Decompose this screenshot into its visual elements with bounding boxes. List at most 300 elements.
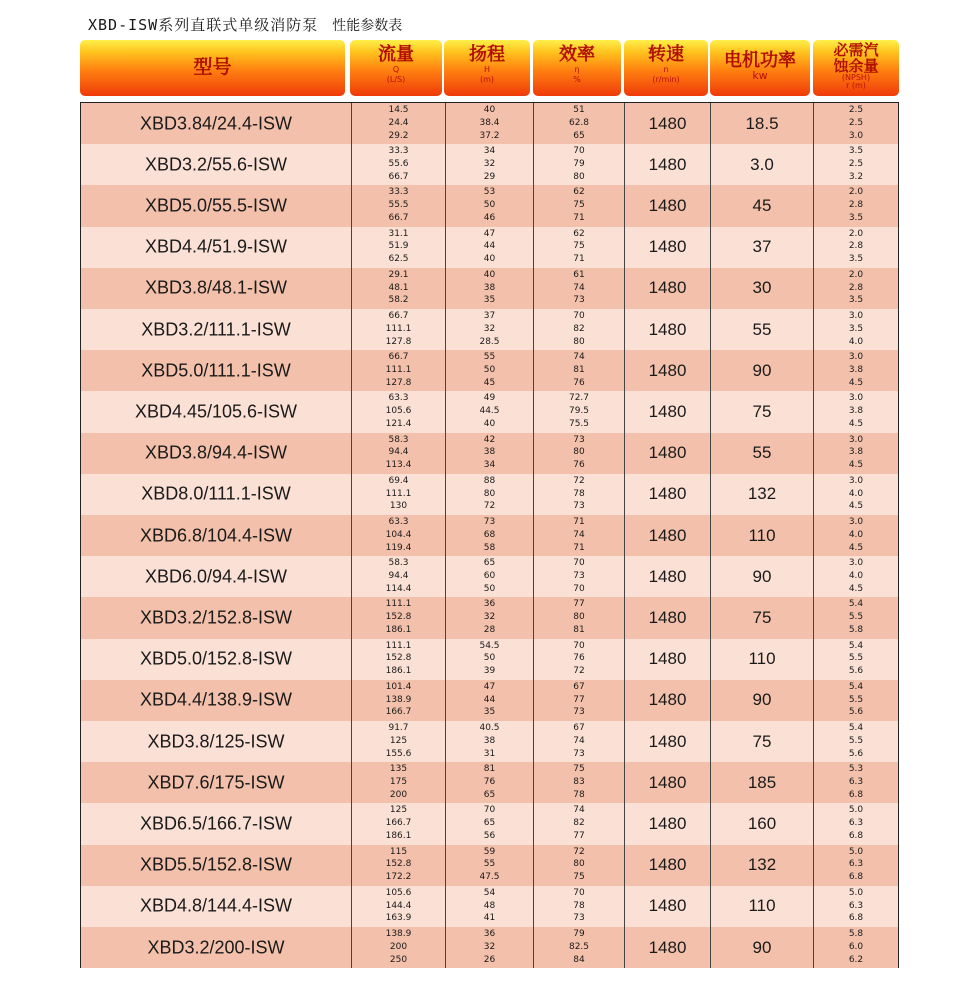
table-row	[81, 803, 898, 845]
header-flow-unit2: (L/S)	[386, 75, 406, 84]
cell-npsh-value: 3.8	[848, 447, 864, 458]
cell-eff-value: 76	[573, 377, 585, 388]
cell-flow-value: 69.4	[388, 475, 409, 486]
cell-head-value: 68	[483, 529, 496, 540]
cell-model-value: XBD5.0/152.8-ISW	[139, 648, 293, 669]
cell-eff-value: 67	[573, 681, 585, 692]
header-speed-unit1: n	[663, 65, 669, 74]
header-eff-unit1: η	[574, 65, 580, 74]
cell-eff-value: 71	[573, 254, 585, 265]
cell-eff-value: 67	[573, 723, 585, 733]
cell-flow-value: 121.4	[385, 418, 412, 429]
cell-flow	[351, 309, 445, 350]
cell-flow	[351, 639, 445, 680]
cell-flow-value: 200	[389, 941, 408, 952]
cell-eff	[533, 515, 624, 556]
cell-power-value: 75	[752, 607, 772, 627]
cell-head	[445, 639, 533, 680]
cell-speed	[624, 556, 710, 597]
table-row	[81, 597, 898, 639]
cell-head-value: 80	[483, 488, 496, 499]
cell-head-value: 37.2	[479, 130, 500, 141]
cell-npsh-value: 6.3	[848, 776, 864, 787]
cell-eff-value: 79.5	[568, 406, 590, 417]
cell-speed-value: 1480	[648, 154, 687, 174]
cell-eff	[533, 639, 624, 680]
cell-eff-value: 71	[573, 517, 585, 527]
cell-speed-value: 1480	[648, 566, 687, 586]
table-row	[81, 515, 898, 557]
cell-head	[445, 185, 533, 226]
cell-speed	[624, 185, 710, 226]
cell-flow	[351, 227, 445, 268]
cell-power-value: 185	[747, 772, 777, 792]
cell-npsh-value: 2.8	[848, 200, 864, 211]
header-speed-label: 转速	[648, 44, 684, 65]
cell-power	[710, 474, 813, 515]
cell-eff	[533, 474, 624, 515]
cell-npsh-value: 4.5	[848, 418, 864, 429]
cell-flow	[351, 845, 445, 886]
cell-npsh	[813, 886, 898, 927]
cell-head	[445, 680, 533, 721]
cell-head-value: 28	[483, 624, 496, 635]
cell-speed	[624, 433, 710, 474]
cell-speed	[624, 927, 710, 968]
title-main: XBD-ISW系列直联式单级消防泵	[88, 16, 319, 34]
cell-head-value: 65	[483, 789, 496, 800]
cell-head-value: 50	[483, 364, 496, 375]
cell-head-value: 42	[483, 434, 496, 445]
table-row	[81, 391, 898, 433]
cell-flow-value: 66.7	[388, 311, 409, 321]
cell-npsh-value: 5.3	[848, 764, 864, 775]
cell-head-value: 55	[483, 352, 496, 363]
cell-head-value: 38.4	[479, 117, 500, 128]
cell-model-value: XBD3.2/200-ISW	[147, 937, 285, 958]
cell-eff-value: 77	[573, 830, 585, 841]
cell-head-value: 29	[483, 171, 496, 182]
cell-npsh-value: 2.5	[848, 117, 864, 128]
cell-power-value: 55	[752, 319, 772, 339]
table-row	[81, 680, 898, 722]
cell-npsh	[813, 433, 898, 474]
cell-npsh-value: 2.5	[848, 158, 864, 169]
cell-speed-value: 1480	[648, 401, 687, 421]
cell-flow-value: 113.4	[385, 460, 412, 471]
cell-model-value: XBD4.4/51.9-ISW	[144, 236, 288, 257]
cell-flow-value: 55.6	[388, 158, 409, 169]
cell-head	[445, 433, 533, 474]
cell-speed-value: 1480	[648, 772, 687, 792]
cell-model	[81, 515, 351, 556]
cell-npsh	[813, 350, 898, 391]
cell-flow-value: 29.2	[388, 130, 409, 141]
cell-npsh-value: 3.0	[848, 311, 864, 321]
cell-head-value: 40	[483, 254, 496, 265]
cell-head	[445, 309, 533, 350]
cell-flow-value: 138.9	[385, 929, 412, 939]
cell-model	[81, 433, 351, 474]
cell-npsh	[813, 597, 898, 638]
cell-speed	[624, 680, 710, 721]
cell-model	[81, 391, 351, 432]
cell-eff-value: 75	[573, 241, 585, 252]
header-npsh-unit2: r (m)	[846, 81, 866, 90]
cell-npsh-value: 3.0	[848, 352, 864, 363]
cell-head	[445, 268, 533, 309]
cell-head-value: 70	[483, 805, 496, 816]
cell-head-value: 38	[483, 735, 496, 746]
cell-flow-value: 111.1	[385, 488, 412, 499]
cell-power	[710, 268, 813, 309]
cell-speed	[624, 391, 710, 432]
cell-npsh-value: 4.5	[848, 377, 864, 388]
cell-head-value: 28.5	[479, 336, 500, 347]
header-model	[80, 40, 345, 96]
cell-eff-value: 82.5	[568, 941, 590, 952]
cell-speed-value: 1480	[648, 484, 687, 504]
cell-speed	[624, 886, 710, 927]
cell-npsh-value: 2.8	[848, 282, 864, 293]
cell-head	[445, 597, 533, 638]
cell-npsh-value: 3.8	[848, 364, 864, 375]
table-row	[81, 927, 898, 968]
table-row	[81, 103, 898, 145]
cell-speed	[624, 762, 710, 803]
cell-model	[81, 762, 351, 803]
cell-model	[81, 927, 351, 968]
cell-head-value: 58	[483, 542, 496, 553]
cell-head-value: 54	[483, 887, 496, 898]
cell-power	[710, 927, 813, 968]
cell-model-value: XBD3.84/24.4-ISW	[139, 113, 293, 134]
cell-speed	[624, 309, 710, 350]
table-row	[81, 762, 898, 804]
cell-model	[81, 803, 351, 844]
cell-power-value: 30	[752, 278, 772, 298]
cell-npsh-value: 3.5	[848, 212, 864, 223]
table-row	[81, 144, 898, 186]
cell-model-value: XBD3.2/55.6-ISW	[144, 154, 288, 175]
cell-power-value: 110	[748, 649, 776, 669]
cell-npsh-value: 5.8	[848, 624, 864, 635]
cell-head-value: 49	[483, 393, 496, 404]
cell-flow-value: 24.4	[388, 117, 409, 128]
cell-flow	[351, 556, 445, 597]
cell-power	[710, 144, 813, 185]
cell-npsh	[813, 803, 898, 844]
cell-speed-value: 1480	[648, 607, 687, 627]
cell-npsh-value: 5.5	[848, 735, 864, 746]
cell-flow-value: 48.1	[388, 282, 409, 293]
cell-eff	[533, 227, 624, 268]
header-head-unit1: H	[483, 65, 490, 74]
cell-eff-value: 70	[573, 887, 585, 898]
cell-head-value: 45	[483, 377, 496, 388]
cell-npsh	[813, 227, 898, 268]
cell-head-value: 54.5	[479, 640, 500, 651]
cell-power-value: 75	[752, 401, 772, 421]
cell-eff-value: 79	[573, 929, 585, 939]
cell-flow-value: 152.8	[385, 653, 412, 664]
cell-flow-value: 55.5	[388, 200, 409, 211]
cell-npsh-value: 6.3	[848, 900, 864, 911]
cell-model	[81, 103, 351, 144]
cell-npsh	[813, 144, 898, 185]
cell-model-value: XBD7.6/175-ISW	[147, 772, 285, 793]
cell-flow-value: 119.4	[385, 542, 412, 553]
table-row	[81, 556, 898, 598]
cell-flow	[351, 803, 445, 844]
cell-flow	[351, 350, 445, 391]
cell-eff-value: 75	[573, 764, 585, 775]
cell-npsh-value: 2.0	[848, 187, 864, 198]
cell-head-value: 39	[483, 666, 496, 677]
cell-npsh	[813, 556, 898, 597]
cell-npsh-value: 3.0	[848, 130, 864, 141]
cell-flow-value: 186.1	[385, 666, 412, 677]
cell-model-value: XBD6.0/94.4-ISW	[144, 566, 288, 587]
cell-flow-value: 172.2	[385, 872, 412, 883]
cell-model-value: XBD5.0/55.5-ISW	[144, 195, 288, 216]
cell-speed-value: 1480	[648, 278, 687, 298]
cell-flow-value: 138.9	[385, 694, 412, 705]
cell-model	[81, 886, 351, 927]
cell-flow-value: 111.1	[385, 599, 412, 610]
cell-power	[710, 103, 813, 144]
cell-npsh	[813, 845, 898, 886]
cell-eff-value: 71	[573, 542, 585, 553]
cell-flow-value: 104.4	[385, 529, 412, 540]
cell-speed	[624, 515, 710, 556]
cell-model	[81, 350, 351, 391]
cell-model-value: XBD4.45/105.6-ISW	[134, 401, 298, 422]
cell-npsh-value: 3.5	[848, 254, 864, 265]
cell-power	[710, 845, 813, 886]
cell-speed-value: 1480	[648, 113, 687, 133]
cell-head-value: 65	[483, 558, 496, 569]
cell-model-value: XBD4.8/144.4-ISW	[139, 895, 293, 916]
cell-eff-value: 70	[573, 311, 585, 321]
cell-flow-value: 58.2	[388, 295, 409, 306]
cell-head-value: 48	[483, 900, 496, 911]
cell-eff-value: 84	[573, 954, 585, 965]
cell-model-value: XBD8.0/111.1-ISW	[141, 483, 291, 504]
cell-flow-value: 66.7	[388, 212, 409, 223]
cell-eff-value: 80	[573, 612, 585, 623]
cell-eff	[533, 597, 624, 638]
header-npsh	[813, 40, 899, 96]
cell-head	[445, 474, 533, 515]
cell-eff-value: 76	[573, 653, 585, 664]
cell-head	[445, 803, 533, 844]
cell-eff-value: 80	[573, 171, 585, 182]
cell-head-value: 32	[483, 612, 496, 623]
cell-power	[710, 227, 813, 268]
cell-flow-value: 66.7	[388, 352, 409, 363]
cell-power-value: 90	[752, 937, 772, 957]
cell-npsh-value: 5.4	[848, 681, 864, 692]
cell-flow	[351, 144, 445, 185]
cell-eff-value: 75	[573, 872, 585, 883]
cell-eff-value: 74	[573, 805, 585, 816]
cell-eff-value: 51	[573, 105, 585, 115]
cell-npsh-value: 3.0	[848, 558, 864, 569]
cell-npsh-value: 3.0	[848, 434, 864, 445]
cell-eff-value: 82	[573, 818, 585, 829]
cell-speed	[624, 474, 710, 515]
cell-npsh-value: 5.0	[848, 887, 864, 898]
cell-power-value: 160	[747, 813, 777, 833]
cell-eff-value: 73	[573, 913, 585, 924]
cell-model-value: XBD3.2/152.8-ISW	[139, 607, 293, 628]
cell-flow-value: 91.7	[388, 723, 409, 733]
cell-power	[710, 185, 813, 226]
cell-head	[445, 721, 533, 762]
cell-power-value: 75	[752, 731, 772, 751]
cell-head-value: 40.5	[479, 723, 500, 733]
cell-npsh-value: 4.0	[848, 570, 864, 581]
cell-eff-value: 72	[573, 666, 585, 677]
title-sub: 性能参数表	[332, 18, 403, 34]
cell-eff-value: 79	[573, 158, 585, 169]
cell-eff-value: 65	[573, 130, 585, 141]
cell-npsh-value: 4.5	[848, 542, 864, 553]
cell-npsh-value: 3.0	[848, 393, 864, 404]
cell-speed	[624, 639, 710, 680]
cell-speed	[624, 268, 710, 309]
cell-head-value: 73	[483, 517, 496, 527]
performance-table	[80, 102, 899, 968]
header-head	[444, 40, 530, 96]
cell-head-value: 31	[483, 748, 496, 759]
cell-npsh-value: 6.8	[848, 830, 864, 841]
table-row	[81, 886, 898, 928]
cell-npsh-value: 4.0	[848, 529, 864, 540]
cell-eff-value: 73	[573, 748, 585, 759]
cell-flow-value: 63.3	[388, 393, 409, 404]
cell-speed	[624, 103, 710, 144]
cell-head-value: 32	[483, 323, 496, 334]
cell-flow-value: 94.4	[388, 447, 409, 458]
cell-flow	[351, 762, 445, 803]
cell-flow-value: 125	[389, 735, 408, 746]
table-row	[81, 474, 898, 516]
cell-flow-value: 166.7	[385, 707, 412, 718]
cell-model-value: XBD3.8/125-ISW	[147, 731, 285, 752]
cell-flow-value: 127.8	[385, 336, 412, 347]
cell-model	[81, 639, 351, 680]
cell-head-value: 47	[483, 228, 496, 239]
cell-flow-value: 111.1	[385, 323, 412, 334]
cell-flow	[351, 927, 445, 968]
cell-speed-value: 1480	[648, 195, 687, 215]
table-row	[81, 845, 898, 887]
cell-flow	[351, 103, 445, 144]
cell-model	[81, 185, 351, 226]
cell-model-value: XBD3.2/111.1-ISW	[141, 319, 291, 340]
cell-eff	[533, 886, 624, 927]
cell-power	[710, 639, 813, 680]
page-title	[88, 14, 402, 35]
cell-npsh-value: 6.8	[848, 872, 864, 883]
cell-power-value: 37	[752, 237, 772, 257]
cell-eff	[533, 103, 624, 144]
cell-speed-value: 1480	[648, 525, 687, 545]
cell-npsh	[813, 762, 898, 803]
cell-model-value: XBD6.8/104.4-ISW	[139, 525, 293, 546]
cell-eff	[533, 556, 624, 597]
cell-npsh-value: 6.2	[848, 954, 864, 965]
cell-flow	[351, 268, 445, 309]
cell-speed	[624, 721, 710, 762]
header-npsh-label1: 必需汽	[833, 41, 879, 59]
header-flow-label: 流量	[378, 44, 414, 65]
cell-flow-value: 115	[389, 846, 408, 857]
cell-flow-value: 29.1	[388, 269, 409, 280]
cell-flow-value: 152.8	[385, 859, 412, 870]
cell-flow-value: 125	[389, 805, 408, 816]
header-power	[710, 40, 810, 96]
cell-eff	[533, 309, 624, 350]
cell-speed	[624, 227, 710, 268]
cell-eff-value: 77	[573, 694, 585, 705]
cell-head-value: 81	[483, 764, 496, 775]
cell-head-value: 65	[483, 818, 496, 829]
cell-model	[81, 474, 351, 515]
table-row	[81, 185, 898, 227]
header-npsh-label2: 蚀余量	[833, 57, 879, 75]
cell-model	[81, 721, 351, 762]
cell-flow	[351, 886, 445, 927]
cell-eff-value: 70	[573, 640, 585, 651]
cell-head-value: 32	[483, 941, 496, 952]
cell-model	[81, 227, 351, 268]
cell-flow-value: 130	[389, 501, 408, 512]
cell-npsh-value: 4.0	[848, 336, 864, 347]
cell-flow-value: 58.3	[388, 558, 409, 569]
cell-npsh	[813, 268, 898, 309]
cell-head-value: 50	[483, 653, 496, 664]
cell-npsh	[813, 515, 898, 556]
cell-model-value: XBD4.4/138.9-ISW	[139, 689, 293, 710]
header-power-unit1: kw	[752, 69, 768, 82]
cell-eff-value: 81	[573, 364, 585, 375]
cell-power-value: 55	[752, 443, 772, 463]
table-row	[81, 433, 898, 475]
table-row	[81, 268, 898, 310]
cell-power	[710, 556, 813, 597]
cell-head-value: 37	[483, 311, 496, 321]
cell-speed	[624, 803, 710, 844]
cell-head-value: 88	[483, 475, 496, 486]
cell-npsh	[813, 927, 898, 968]
cell-eff-value: 62	[573, 187, 585, 198]
cell-power-value: 132	[747, 484, 777, 504]
cell-speed-value: 1480	[648, 237, 687, 257]
cell-power-value: 90	[752, 690, 772, 710]
cell-flow-value: 33.3	[388, 187, 409, 198]
cell-eff-value: 77	[573, 599, 585, 610]
cell-npsh-value: 5.6	[848, 748, 864, 759]
cell-head-value: 56	[483, 830, 496, 841]
cell-flow-value: 250	[389, 954, 408, 965]
cell-npsh-value: 5.8	[848, 929, 864, 939]
cell-npsh-value: 3.5	[848, 146, 864, 157]
cell-speed	[624, 845, 710, 886]
cell-eff-value: 73	[573, 434, 585, 445]
